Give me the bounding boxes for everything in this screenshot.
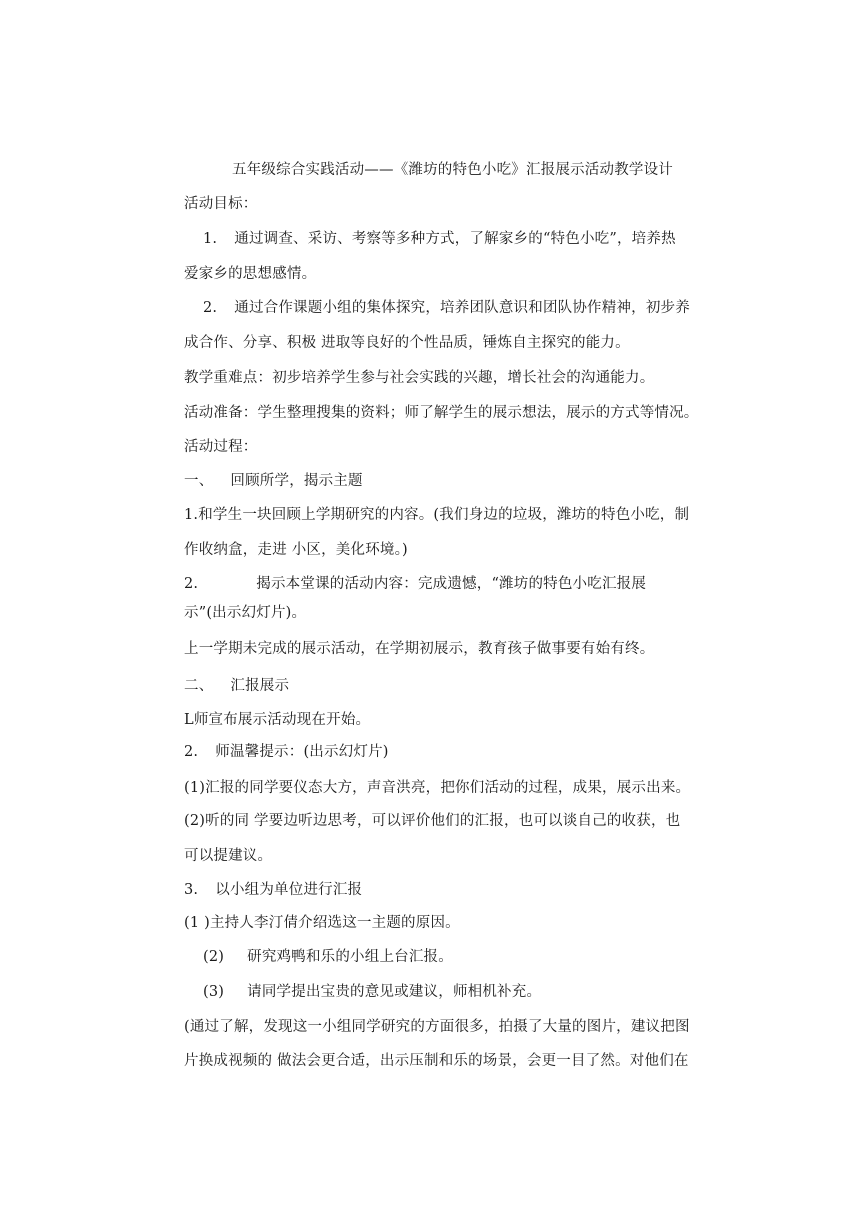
section-number: 二、 [184,678,214,694]
document-title: 五年级综合实践活动——《潍坊的特色小吃》汇报展示活动教学设计 [232,162,673,178]
list-item [184,742,389,762]
text-line: L师宣布展示活动现在开始。 [184,712,371,728]
text-line: 可以提建议。 [184,848,273,864]
item-number: (3) [203,984,225,1000]
item-number: 2. [184,744,199,760]
section-title: 回顾所学，揭示主题 [230,473,363,489]
text-line: (通过了解，发现这一小组同学研究的方面很多，拍摄了大量的图片，建议把图 [184,1019,690,1035]
item-text: 通过合作课题小组的集体探究，培养团队意识和团队协作精神，初步养 [234,300,690,316]
item-number: 2. [184,576,199,592]
section-heading [184,471,363,491]
item-text: 师温馨提示：(出示幻灯片) [215,744,389,760]
text-line: (1 )主持人李汀倩介绍选这一主题的原因。 [184,915,460,931]
text-line: 活动目标： [184,196,258,212]
item-text: 通过调查、采访、考察等多种方式，了解家乡的“特色小吃”，培养热 [234,231,676,247]
list-item [203,298,690,318]
text-line: 片换成视频的 做法会更合适，出示压制和乐的场景，会更一目了然。对他们在 [184,1053,689,1069]
text-line: 活动过程： [184,439,258,455]
section-number: 一、 [184,473,214,489]
item-text: 请同学提出宝贵的意见或建议，师相机补充。 [247,984,542,1000]
text-line: 活动准备：学生整理搜集的资料；师了解学生的展示想法，展示的方式等情况。 [184,405,699,421]
text-line: 作收纳盒，走进 小区，美化环境。) [184,542,408,558]
item-text: 揭示本堂课的活动内容：完成遗憾，“潍坊的特色小吃汇报展 [256,576,647,592]
text-line: (2)听的同 学要边听边思考，可以评价他们的汇报，也可以谈自己的收获，也 [184,813,681,829]
text-line: 成合作、分享、积极 进取等良好的个性品质，锤炼自主探究的能力。 [184,335,630,351]
list-item [203,947,453,967]
item-text: 研究鸡鸭和乐的小组上台汇报。 [247,949,453,965]
item-number: 1. [203,231,218,247]
list-item [203,229,676,249]
text-line: 1.和学生一块回顾上学期研究的内容。(我们身边的垃圾，潍坊的特色小吃，制 [184,507,690,523]
list-item [184,880,362,900]
list-item [184,574,646,594]
text-line: 教学重难点：初步培养学生参与社会实践的兴趣，增长社会的沟通能力。 [184,370,655,386]
section-title: 汇报展示 [230,678,290,694]
text-line: (1)汇报的同学要仪态大方，声音洪亮，把你们活动的过程，成果，展示出来。 [184,780,691,796]
text-line: 上一学期未完成的展示活动，在学期初展示，教育孩子做事要有始有终。 [184,641,655,657]
section-heading [184,676,289,696]
text-line: 示”(出示幻灯片)。 [184,605,307,621]
item-number: (2) [203,949,225,965]
item-number: 2. [203,300,218,316]
item-number: 3. [184,882,199,898]
text-line: 爱家乡的思想感情。 [184,266,317,282]
item-text: 以小组为单位进行汇报 [215,882,363,898]
list-item [203,982,541,1002]
